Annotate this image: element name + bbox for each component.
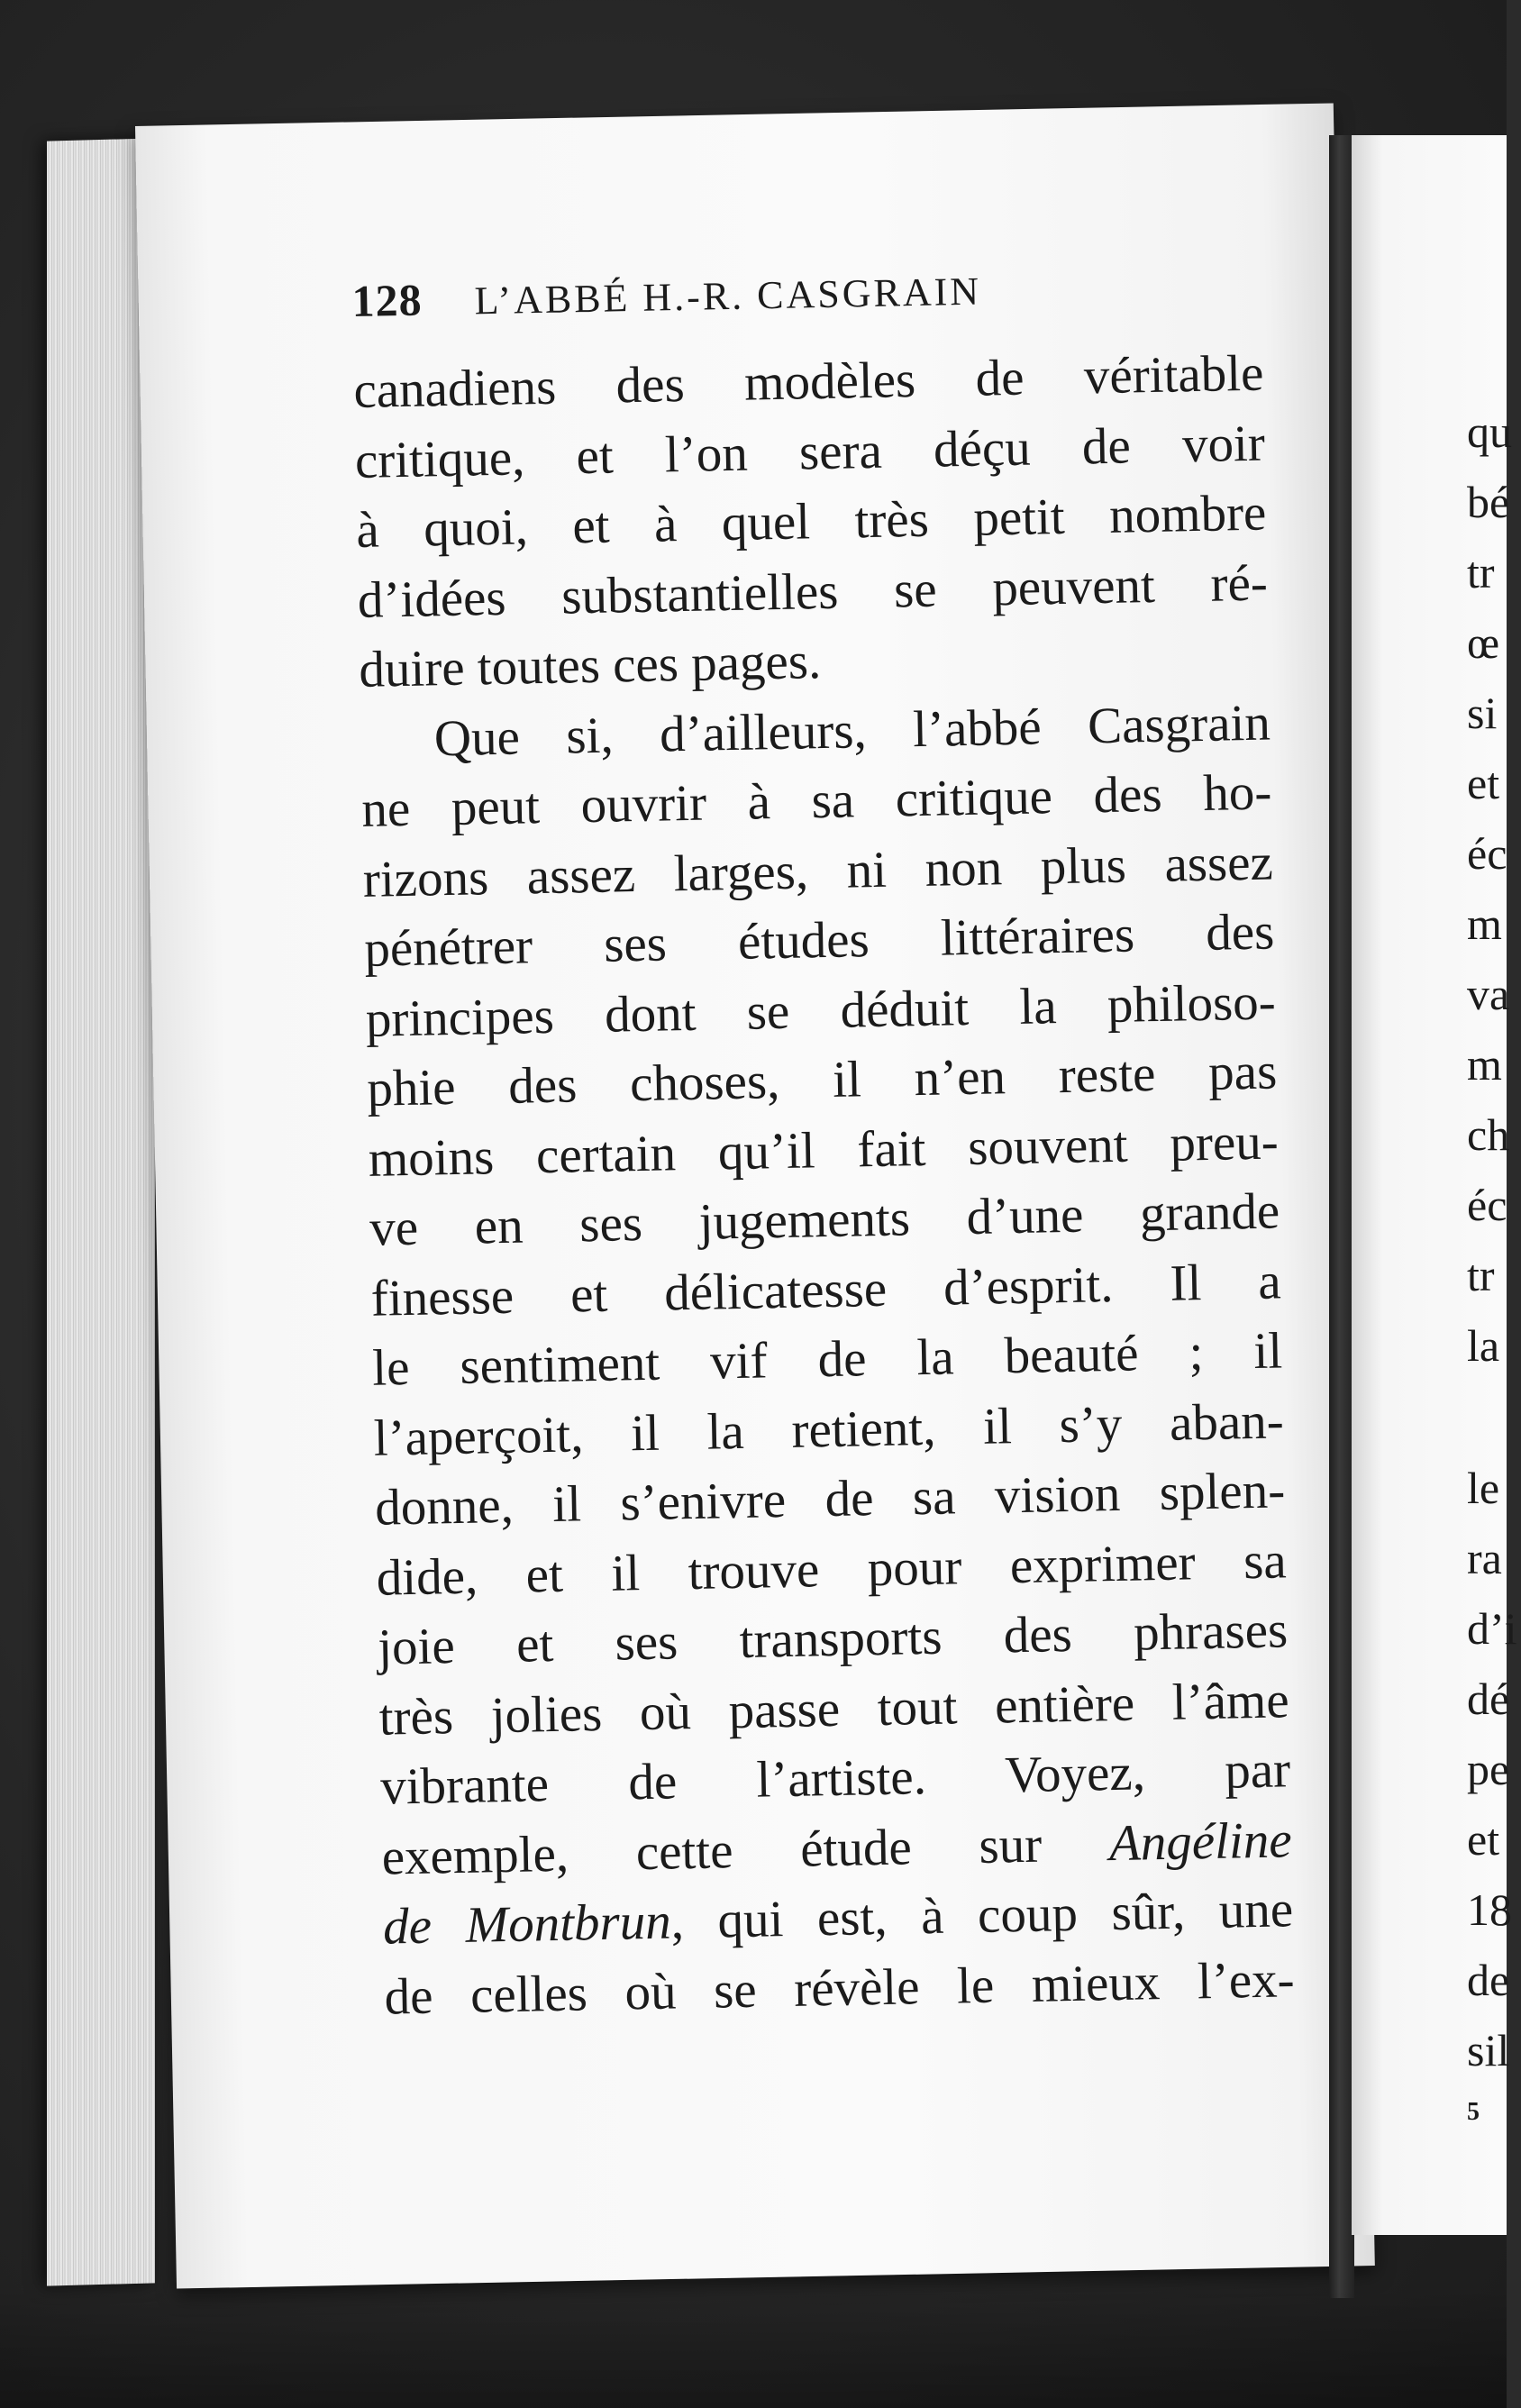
text-line: canadiens des modèles de véritable — [352, 344, 1264, 419]
book-page-edges — [47, 138, 155, 2285]
text-line: à quoi, et à quel très petit nombre — [355, 484, 1267, 559]
right-line-fragment: éc — [1467, 1180, 1507, 1230]
right-line-fragment: m — [1467, 1039, 1502, 1090]
right-line-fragment: tr — [1467, 547, 1495, 597]
right-line-fragment: de — [1467, 1955, 1510, 2005]
text-line: finesse et délicatesse d’esprit. Il a — [370, 1252, 1282, 1327]
right-line-fragment: dé — [1467, 1674, 1510, 1724]
right-line-fragment: et — [1467, 1814, 1500, 1865]
running-head-title: L’ABBÉ H.-R. CASGRAIN — [474, 269, 982, 324]
right-page-text-fragments — [1467, 397, 1521, 2139]
page-number: 128 — [351, 274, 424, 326]
right-line-fragment: ra — [1467, 1533, 1502, 1583]
right-line-fragment: sil — [1467, 2025, 1510, 2075]
text-line-paragraph-start: Que si, d’ailleurs, l’abbé Casgrain — [433, 694, 1271, 767]
text-line: de celles où se révèle le mieux l’ex- — [384, 1950, 1296, 2026]
text-line: dide, et il trouve pour exprimer sa — [376, 1531, 1288, 1607]
text-line: très jolies où passe tout entière l’âme — [378, 1671, 1290, 1747]
book-title-italic: de Montbrun — [382, 1893, 672, 1956]
right-line-fragment: qu — [1467, 406, 1512, 457]
text-line: critique, et l’on sera déçu de voir — [354, 415, 1266, 489]
right-line-fragment: et — [1467, 758, 1500, 808]
right-line-fragment: éc — [1467, 828, 1507, 879]
text-line: vibrante de l’artiste. Voyez, par — [379, 1741, 1291, 1816]
text-line: l’aperçoit, il la retient, il s’y aban- — [373, 1391, 1285, 1467]
right-line-fragment: ch — [1467, 1109, 1510, 1160]
bottom-shadow — [0, 2289, 1507, 2408]
right-line-fragment: m — [1467, 898, 1502, 949]
right-page-footer-mark: 5 — [1467, 2098, 1480, 2126]
right-line-fragment: le — [1467, 1463, 1500, 1513]
right-line-fragment: va — [1467, 969, 1510, 1019]
text-line: phie des choses, il n’en reste pas — [366, 1043, 1278, 1117]
right-line-fragment: la — [1467, 1320, 1500, 1371]
text-line: le sentiment vif de la beauté ; il — [371, 1322, 1283, 1397]
text-line: moins certain qu’il fait souvent preu- — [368, 1112, 1280, 1188]
text-line: ve en ses jugements d’une grande — [369, 1182, 1280, 1257]
text-fragment: , qui est, à coup sûr, une — [669, 1881, 1294, 1950]
right-line-fragment: d’i — [1467, 1603, 1517, 1654]
text-line: pénétrer ses études littéraires des — [363, 903, 1275, 978]
text-line: rizons assez larges, ni non plus assez — [362, 833, 1274, 908]
book-title-italic: Angéline — [1108, 1811, 1293, 1872]
right-line-fragment: œ — [1467, 617, 1500, 668]
right-line-fragment: 18 — [1467, 1884, 1512, 1935]
book-gutter — [1329, 135, 1354, 2298]
right-line-fragment: tr — [1467, 1250, 1495, 1300]
text-line: principes dont se déduit la philoso- — [365, 972, 1277, 1048]
text-line: d’idées substantielles se peuvent ré- — [357, 554, 1269, 629]
text-line: donne, il s’enivre de sa vision splen- — [374, 1462, 1286, 1537]
text-fragment: exemple, cette étude sur — [381, 1814, 1110, 1886]
text-line: duire toutes ces pages. — [358, 633, 822, 698]
right-line-fragment: bé — [1467, 477, 1510, 527]
text-line: ne peut ouvrir à sa critique des ho- — [360, 763, 1272, 838]
right-line-fragment: pe — [1467, 1744, 1510, 1794]
left-page-text — [351, 258, 1295, 2032]
right-line-fragment: si — [1467, 688, 1498, 738]
text-line: joie et ses transports des phrases — [377, 1601, 1289, 1676]
